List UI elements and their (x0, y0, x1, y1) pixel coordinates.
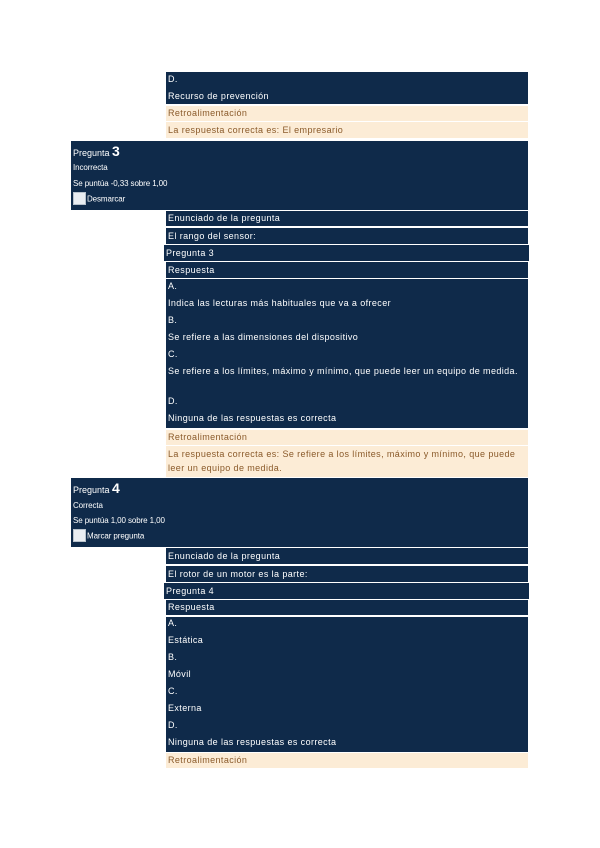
feedback-label: Retroalimentación (168, 432, 248, 442)
q3-answer-header (166, 262, 528, 278)
option-b-letter: B. (168, 315, 178, 325)
answer-label: Respuesta (168, 265, 215, 275)
q2-feedback-body (166, 122, 528, 138)
q3-status: Incorrecta (73, 163, 108, 172)
flag-label: Marcar pregunta (87, 531, 145, 541)
answer-label: Respuesta (168, 602, 215, 612)
option-a-letter: A. (168, 281, 178, 291)
q3-question-text (166, 228, 528, 244)
q3-enunciado-header (166, 211, 528, 226)
question-text: El rango del sensor: (168, 231, 257, 241)
q4-flag-button[interactable] (73, 530, 144, 543)
q3-flag-button[interactable] (73, 193, 125, 206)
question-title: Pregunta 4 (166, 586, 215, 596)
option-a-text[interactable]: Indica las lecturas más habituales que va a ofrecer (168, 298, 392, 308)
option-letter: D. (168, 74, 178, 84)
q3-question-title (164, 245, 529, 261)
q4-options (166, 617, 528, 752)
option-c-letter: C. (168, 349, 178, 359)
option-a-text[interactable]: Estática (168, 635, 204, 645)
q4-question-title (164, 583, 529, 599)
q4-number: 4 (112, 480, 120, 496)
q4-info-panel (71, 478, 528, 547)
q2-feedback-header (166, 106, 528, 121)
feedback-text: La respuesta correcta es: Se refiere a los límites, máximo y mínimo, que puede leer un equipo de medida. (168, 449, 516, 473)
option-b-text[interactable]: Se refiere a las dimensiones del dispositivo (168, 332, 359, 342)
q4-feedback-header (166, 753, 528, 768)
option-c-text[interactable]: Se refiere a los límites, máximo y mínimo, que puede leer un equipo de medida. (168, 366, 518, 376)
q3-number: 3 (112, 143, 120, 159)
option-b-text[interactable]: Móvil (168, 669, 192, 679)
flag-checkbox-icon[interactable] (73, 192, 86, 205)
q4-enunciado-header (166, 548, 528, 564)
q4-title: Pregunta 4 (73, 480, 120, 496)
option-b-letter: B. (168, 652, 178, 662)
question-text: El rotor de un motor es la parte: (168, 569, 308, 579)
option-d-text[interactable]: Ninguna de las respuestas es correcta (168, 413, 337, 423)
q3-feedback-header (166, 430, 528, 445)
option-c-text[interactable]: Externa (168, 703, 202, 713)
option-d-text[interactable]: Ninguna de las respuestas es correcta (168, 737, 337, 747)
q3-options (166, 279, 528, 428)
option-d-letter: D. (168, 720, 178, 730)
option-a-letter: A. (168, 618, 178, 628)
feedback-text: La respuesta correcta es: El empresario (168, 125, 344, 135)
q4-answer-header (166, 600, 528, 615)
question-title: Pregunta 3 (166, 248, 215, 258)
option-c-letter: C. (168, 686, 178, 696)
q4-status: Correcta (73, 501, 103, 510)
q4-question-text (166, 566, 528, 582)
q2-option-d[interactable] (166, 72, 528, 104)
q4-score: Se puntúa 1,00 sobre 1,00 (73, 516, 165, 525)
q3-title: Pregunta 3 (73, 143, 120, 159)
q3-score: Se puntúa -0,33 sobre 1,00 (73, 179, 168, 188)
flag-checkbox-icon[interactable] (73, 529, 86, 542)
q3-feedback-body (166, 446, 528, 477)
enunciado-label: Enunciado de la pregunta (168, 213, 281, 223)
option-d-letter: D. (168, 396, 178, 406)
enunciado-label: Enunciado de la pregunta (168, 551, 281, 561)
flag-label: Desmarcar (87, 194, 126, 204)
feedback-label: Retroalimentación (168, 755, 248, 765)
feedback-label: Retroalimentación (168, 108, 248, 118)
q3-info-panel (71, 141, 528, 210)
option-text: Recurso de prevención (168, 91, 269, 101)
